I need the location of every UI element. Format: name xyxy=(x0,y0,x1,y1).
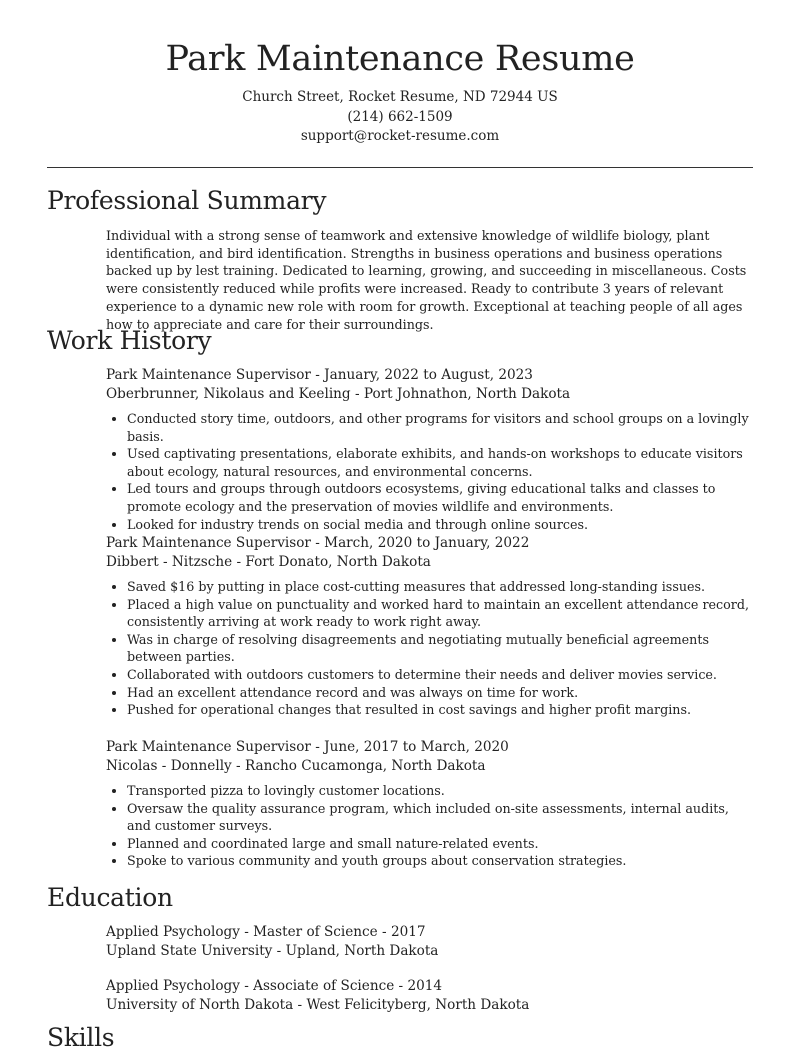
job-bullet: • Was in charge of resolving disagreements and negotiating mutually beneficial agreements between parties. xyxy=(127,631,756,666)
job-title: Park Maintenance Supervisor - January, 2022 to August, 2023 xyxy=(106,367,533,383)
job-title: Park Maintenance Supervisor - June, 2017 to March, 2020 xyxy=(106,739,509,755)
school-location: - Upland, North Dakota xyxy=(272,943,439,959)
phone-text: (214) 662-1509 xyxy=(347,108,453,125)
company-name: Oberbrunner, Nikolaus and Keeling xyxy=(106,386,351,402)
header-divider xyxy=(47,167,753,168)
degree-line: Applied Psychology - Master of Science - 2017 xyxy=(106,924,426,940)
summary-section xyxy=(106,227,756,333)
job-bullet: • Had an excellent attendance record and was always on time for work. xyxy=(127,684,756,702)
job-bullet: • Used captivating presentations, elaborate exhibits, and hands-on workshops to educate visitors about ecology, natural resources, and environmental concerns. xyxy=(127,445,756,480)
summary-text: Individual with a strong sense of teamwork and extensive knowledge of wildlife biology, plant identification, and bird identification. Strengths in business operations and business operations backed up by lest training. Dedicated to learning, growing, and succeeding in miscellaneous. Costs were consistently reduced while profits were increased. Ready to contribute 3 years of relevant experience to a dynamic new role with room for growth. Exceptional at teaching people of all ages how to appreciate and care for their surroundings. xyxy=(106,228,747,332)
job-bullet: • Transported pizza to lovingly customer locations. xyxy=(127,782,756,800)
job-entry xyxy=(106,534,756,719)
summary-heading: Professional Summary xyxy=(47,186,327,215)
education-heading: Education xyxy=(47,883,173,912)
job-bullet: • Saved $16 by putting in place cost-cutting measures that addressed long-standing issues. xyxy=(127,578,756,596)
company-name: Nicolas - Donnelly xyxy=(106,758,232,774)
contact-info xyxy=(0,88,800,147)
job-bullets xyxy=(106,410,756,533)
school-name: University of North Dakota xyxy=(106,997,294,1013)
job-location: - Fort Donato, North Dakota xyxy=(232,554,431,570)
job-bullet: • Conducted story time, outdoors, and other programs for visitors and school groups on a lovingly basis. xyxy=(127,410,756,445)
job-bullet: • Pushed for operational changes that resulted in cost savings and higher profit margins. xyxy=(127,701,756,719)
job-company-line xyxy=(106,553,756,572)
address-text: Church Street, Rocket Resume, ND 72944 US xyxy=(242,89,558,105)
job-title: Park Maintenance Supervisor - March, 2020 to January, 2022 xyxy=(106,535,530,551)
school-line xyxy=(106,996,756,1015)
resume-title: Park Maintenance Resume xyxy=(165,39,635,79)
school-name: Upland State University xyxy=(106,943,273,959)
job-company-line xyxy=(106,385,756,404)
job-bullet: • Planned and coordinated large and small nature-related events. xyxy=(127,835,756,853)
job-company-line xyxy=(106,757,756,776)
school-line xyxy=(106,942,756,961)
job-bullets xyxy=(106,782,756,870)
job-bullet: • Collaborated with outdoors customers to determine their needs and deliver movies service. xyxy=(127,666,756,684)
job-entry xyxy=(106,366,756,533)
job-location: - Rancho Cucamonga, North Dakota xyxy=(231,758,486,774)
resume-header xyxy=(0,38,800,147)
company-name: Dibbert - Nitzsche xyxy=(106,554,233,570)
work-history-heading: Work History xyxy=(47,326,212,355)
job-bullets xyxy=(106,578,756,719)
job-bullet: • Spoke to various community and youth groups about conservation strategies. xyxy=(127,852,756,870)
education-entry xyxy=(106,977,756,1015)
job-location: - Port Johnathon, North Dakota xyxy=(350,386,571,402)
email-text: support@rocket-resume.com xyxy=(300,128,500,144)
job-bullet: • Looked for industry trends on social media and through online sources. xyxy=(127,516,756,534)
school-location: - West Felicityberg, North Dakota xyxy=(293,997,530,1013)
job-bullet: • Placed a high value on punctuality and worked hard to maintain an excellent attendance record, consistently arriving at work ready to work right away. xyxy=(127,596,756,631)
job-bullet: • Led tours and groups through outdoors ecosystems, giving educational talks and classes to promote ecology and the preservation of movies wildlife and environments. xyxy=(127,480,756,515)
education-entry xyxy=(106,923,756,961)
skills-heading: Skills xyxy=(47,1023,115,1052)
degree-line: Applied Psychology - Associate of Science - 2014 xyxy=(106,978,443,994)
job-bullet: • Oversaw the quality assurance program, which included on-site assessments, internal audits, and customer surveys. xyxy=(127,800,756,835)
job-entry xyxy=(106,738,756,870)
